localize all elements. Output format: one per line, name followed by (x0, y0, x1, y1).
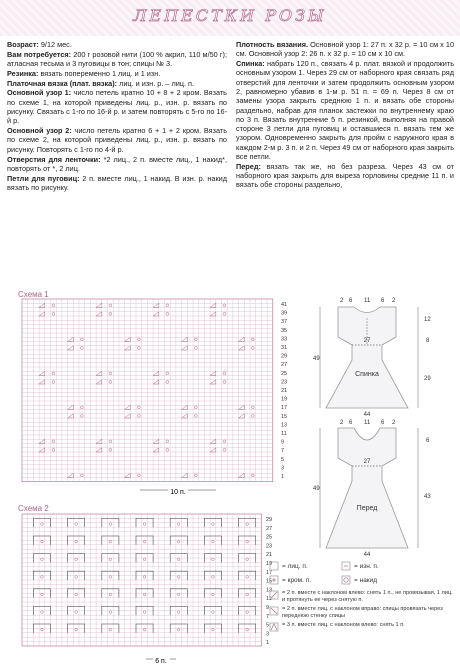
row-number: 7 (281, 448, 285, 455)
legend-edge: = кром. п. (282, 577, 312, 584)
scheme1-grid (22, 299, 273, 482)
front-side-dims (424, 438, 431, 500)
back-top-dims (340, 298, 396, 304)
row-number: 23 (266, 543, 273, 550)
row-number: 21 (281, 388, 288, 394)
yarn-over-symbol-icon (342, 576, 350, 584)
pattern2-paragraph: Основной узор 2: число петель кратно 6 + 1 + 2 кром. Вязать по схеме 2, на которой приведены лиц. р., изн. р. вязать по рисунку. Повторять с 1-го по 4-й р. (7, 126, 227, 154)
scheme2-grid (22, 514, 261, 646)
back-height: 49 (313, 356, 320, 362)
row-number: 29 (281, 353, 288, 360)
row-number: 35 (281, 327, 288, 334)
row-number: 17 (266, 569, 273, 576)
row-number: 9 (266, 605, 270, 611)
row-number: 17 (281, 405, 288, 412)
row-number: 13 (266, 587, 273, 594)
svg-text:12: 12 (424, 317, 431, 323)
row-number: 9 (281, 439, 285, 446)
row-number: 23 (281, 379, 288, 386)
scheme1-repeat-label: 10 п. (170, 489, 186, 496)
row-number: 3 (281, 465, 285, 472)
row-number: 1 (266, 640, 270, 647)
svg-text:29: 29 (424, 376, 431, 382)
ribbon-holes-paragraph: Отверстия для ленточки: *2 лиц., 2 п. вместе лиц., 1 накид*, повторять от *, 2 лиц. (7, 154, 228, 173)
age-paragraph: Возраст: 9/12 мес. (7, 40, 72, 49)
legend-purl: = изн. п. (354, 563, 379, 570)
svg-text:8: 8 (426, 338, 430, 344)
front-paragraph: Перед: вязать так же, но без разреза. Через 43 см от наборного края закрыть для выреза горловины средние 11 п. и вязать обе стороны раздельно, (236, 161, 455, 190)
back-name: Спинка (355, 371, 379, 378)
button-loops-paragraph: Петли для пуговиц: 2 п. вместе лиц., 1 накид. В изн. р. накид вязать по рисунку. (7, 173, 228, 192)
row-number: 39 (281, 310, 288, 317)
legend-k2tog-right: = 2 п. вместе лиц. с наклоном вправо: спицы провязать через переднюю стенку спицы (282, 606, 443, 619)
svg-text:2: 2 (392, 420, 396, 426)
svg-text:2: 2 (392, 298, 396, 304)
row-number: 11 (266, 596, 272, 603)
row-number: 3 (266, 631, 270, 638)
front-name: Перед (356, 505, 378, 512)
back-side-dims (424, 317, 431, 382)
row-number: 15 (281, 413, 288, 420)
svg-text:11: 11 (364, 420, 371, 426)
svg-text:43: 43 (424, 494, 431, 500)
row-number: 1 (281, 474, 285, 480)
front-height: 49 (313, 486, 320, 492)
pattern1-paragraph: Основной узор 1: число петель кратно 10 + 8 + 2 кром. Вязать по схеме 1, на которой приведены лиц. р., изн. р. вязать по рисунку. Связать с 1-го по 16-й р. и затем повторять с 5-го по 16-й р. (7, 88, 227, 126)
back-diagram (326, 307, 408, 408)
back-paragraph: Спинка: набрать 120 п., связать 4 р. плат. вязкой и продолжить основным узором 1. Через 29 см от наборного края связать ряд отверстий для ленточки и затем продолжить основным узором 2, равномерно убавив в 1-м р. 51 п. = 69 п. Через 8 см от замены узора закрыть среднюю 1 п. и вязать обе стороны раздельно, набрав для планок застежки по внутреннему краю по 3 п. Вязать внутренние 5 п. резинкой, выполняя на правой стороне 3 петли для пуговиц и оставшиеся п. вязать тем же узором. Одновременно закрыть для пройм с наружного края в каждом 2-м р. 3 п. и 2 п. Через 49 см от наборного края закрыть все петли. (236, 59, 454, 162)
row-number: 19 (266, 561, 273, 567)
row-number: 41 (281, 302, 288, 308)
page-title: ЛЕПЕСТКИ РОЗЫ (133, 6, 327, 25)
row-number: 5 (266, 622, 270, 629)
scheme2-label: Схема 2 (18, 504, 49, 513)
gauge-paragraph: Плотность вязания. Основной узор 1: 27 п. х 32 р. = 10 см х 10 см. Основной узор 2: 26 п. х 32 р. = 10 см х 10 см. (236, 40, 455, 59)
materials-paragraph: Вам потребуется: 200 г розовой нити (100 % акрил, 110 м/50 г); атласная тесьма и 3 пуговицы в тон; спицы № 3. (7, 49, 227, 69)
row-number: 15 (266, 578, 273, 585)
legend-k2tog-left: = 2 п. вместе с наклоном влево: снять 1 п., не провязывая, 1 лиц. и протянуть ее через снятую п. (282, 590, 453, 603)
garter-paragraph: Платочная вязка (плат. вязка): лиц. и изн. р. – лиц. п. (7, 78, 195, 88)
row-number: 27 (281, 362, 288, 369)
row-number: 25 (266, 534, 273, 541)
svg-text:6: 6 (426, 438, 430, 444)
svg-text:6: 6 (349, 420, 353, 426)
row-number: 27 (266, 525, 273, 532)
svg-text:6: 6 (381, 420, 385, 426)
front-inner-width: 27 (363, 459, 371, 465)
legend-yarn-over: = накид (354, 577, 378, 584)
legend-knit: = лиц. п. (282, 563, 308, 570)
svg-text:2: 2 (340, 298, 344, 304)
row-number: 5 (281, 456, 285, 463)
svg-text:11: 11 (364, 298, 371, 304)
back-inner-width: 27 (363, 338, 371, 344)
scheme1-row-numbers (281, 302, 287, 480)
svg-text:6: 6 (381, 298, 385, 304)
scheme1-label: Схема 1 (18, 290, 49, 299)
row-number: 11 (281, 431, 287, 437)
scheme2-row-numbers (266, 517, 272, 646)
row-number: 29 (266, 517, 273, 523)
legend-k3tog: = 3 п. вместе лиц. с наклоном влево: снять 1 п. (282, 622, 405, 628)
front-top-dims (340, 420, 396, 426)
svg-text:6: 6 (349, 298, 353, 304)
back-bottom-width: 44 (363, 412, 371, 418)
row-number: 7 (266, 613, 270, 620)
svg-text:2: 2 (340, 420, 344, 426)
front-bottom-width: 44 (363, 552, 371, 558)
row-number: 31 (281, 345, 288, 351)
scheme2-repeat-label: 6 п. (155, 658, 167, 665)
rib-paragraph: Резинка: вязать попеременно 1 лиц. и 1 изн. (7, 68, 161, 78)
row-number: 19 (281, 396, 288, 403)
row-number: 25 (281, 370, 288, 377)
row-number: 21 (266, 552, 273, 559)
row-number: 33 (281, 336, 288, 343)
row-number: 37 (281, 319, 288, 326)
row-number: 13 (281, 422, 288, 429)
front-diagram (326, 428, 408, 548)
